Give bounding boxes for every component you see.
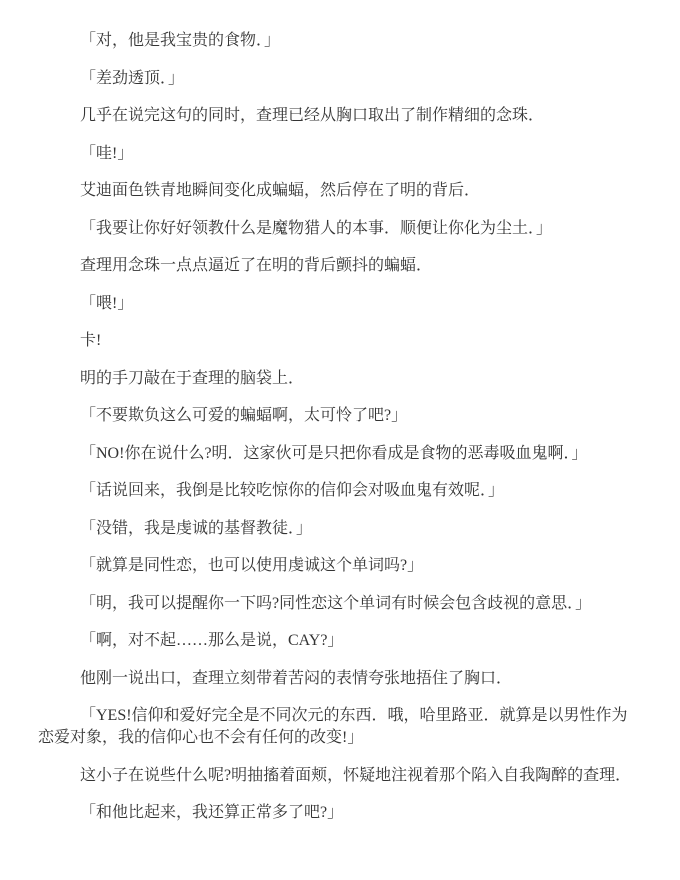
paragraph-dialogue: 「我要让你好好领教什么是魔物猎人的本事．顺便让你化为尘土．」 (80, 219, 553, 237)
paragraph-narration: 几乎在说完这句的同时，查理已经从胸口取出了制作精细的念珠． (80, 107, 545, 124)
paragraph-dialogue: 「和他比起来，我还算正常多了吧?」 (80, 804, 344, 821)
paragraph-dialogue: 「差劲透顶．」 (80, 69, 185, 87)
paragraph-dialogue: 「没错，我是虔诚的基督教徒．」 (80, 519, 313, 537)
paragraph-narration: 这小子在说些什么呢?明抽搐着面颊，怀疑地注视着那个陷入自我陶醉的查理． (80, 766, 632, 784)
paragraph-dialogue: 「明，我可以提醒你一下吗?同性恋这个单词有时候会包含歧视的意思．」 (80, 594, 592, 612)
paragraph-dialogue: 「YES!信仰和爱好完全是不同次元的东西．哦，哈里路亚．就算是以男性作为恋爱对象，我的信仰心也不会有任何的改变!」 (38, 707, 628, 746)
paragraph-dialogue: 「哇!」 (80, 144, 134, 162)
paragraph-narration: 查理用念珠一点点逼近了在明的背后颤抖的蝙蝠． (80, 257, 433, 274)
paragraph-dialogue: 「对，他是我宝贵的食物．」 (80, 32, 281, 49)
paragraph-dialogue: 「啊，对不起……那么是说，CAY?」 (80, 632, 344, 649)
paragraph-narration: 他刚一说出口，查理立刻带着苦闷的表情夸张地捂住了胸口． (80, 669, 513, 687)
paragraph-sound-effect: 卡! (80, 332, 102, 349)
paragraph-dialogue: 「NO!你在说什么?明．这家伙可是只把你看成是食物的恶毒吸血鬼啊．」 (80, 444, 588, 462)
paragraph-narration: 明的手刀敲在于查理的脑袋上． (80, 369, 305, 387)
paragraph-narration: 艾迪面色铁青地瞬间变化成蝙蝠，然后停在了明的背后． (80, 182, 481, 199)
paragraph-dialogue: 「就算是同性恋，也可以使用虔诚这个单词吗?」 (80, 557, 424, 574)
paragraph-dialogue: 「话说回来，我倒是比较吃惊你的信仰会对吸血鬼有效呢．」 (80, 482, 505, 499)
paragraph-dialogue: 「不要欺负这么可爱的蝙蝠啊，太可怜了吧?」 (80, 407, 408, 424)
paragraph-dialogue: 「喂!」 (80, 294, 134, 312)
